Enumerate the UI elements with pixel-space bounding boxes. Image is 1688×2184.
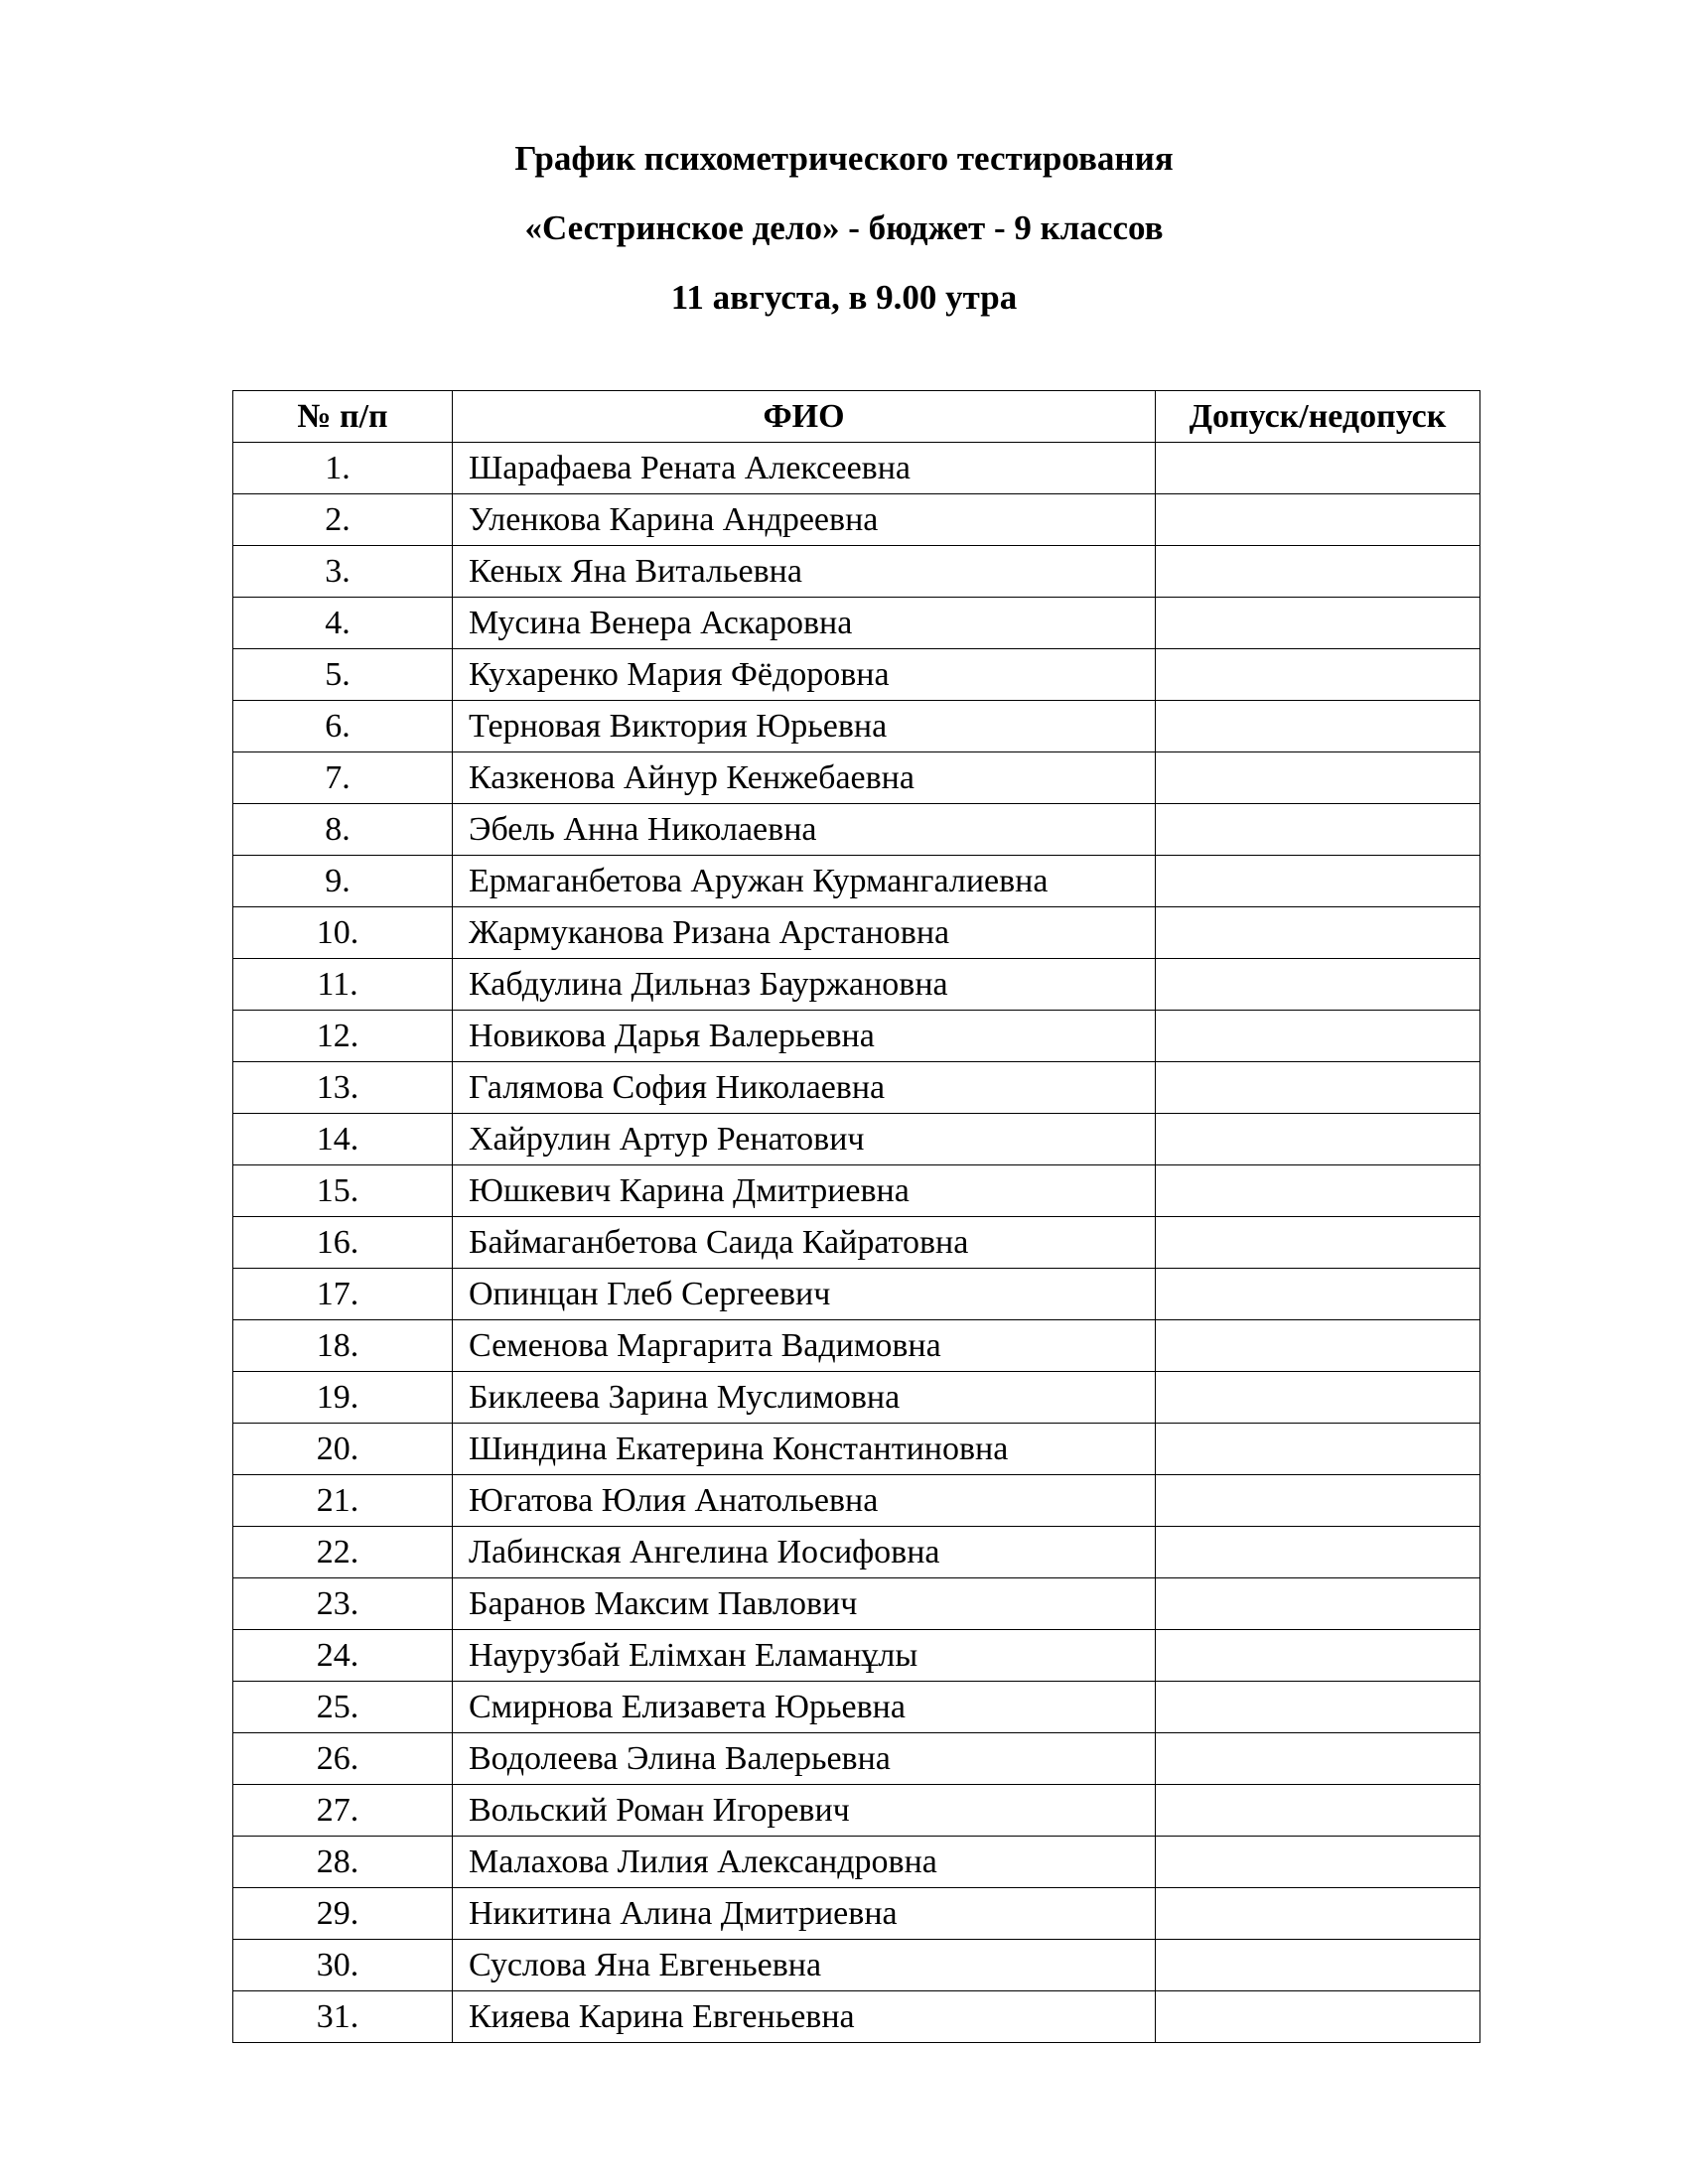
table-row (233, 1785, 1480, 1837)
full-name-cell: Кабдулина Дильназ Бауржановна (453, 959, 1156, 1011)
row-number-cell: 22. (233, 1527, 453, 1578)
admission-cell (1156, 1888, 1480, 1940)
full-name-cell: Малахова Лилия Александровна (453, 1837, 1156, 1888)
full-name-cell: Водолеева Элина Валерьевна (453, 1733, 1156, 1785)
row-number-cell: 24. (233, 1630, 453, 1682)
admission-cell (1156, 752, 1480, 804)
table-row (233, 1630, 1480, 1682)
participants-table (232, 390, 1480, 2043)
table-row (233, 1682, 1480, 1733)
table-row (233, 494, 1480, 546)
table-row (233, 1940, 1480, 1991)
full-name-cell: Новикова Дарья Валерьевна (453, 1011, 1156, 1062)
table-header-row (233, 391, 1480, 443)
admission-cell (1156, 1217, 1480, 1269)
full-name-cell: Ермаганбетова Аружан Курмангалиевна (453, 856, 1156, 907)
row-number-cell: 15. (233, 1165, 453, 1217)
table-row (233, 1475, 1480, 1527)
full-name-cell: Семенова Маргарита Вадимовна (453, 1320, 1156, 1372)
full-name-cell: Юшкевич Карина Дмитриевна (453, 1165, 1156, 1217)
admission-cell (1156, 1062, 1480, 1114)
admission-cell (1156, 1269, 1480, 1320)
document-title: График психометрического тестирования (514, 139, 1174, 178)
admission-cell (1156, 1630, 1480, 1682)
full-name-cell: Хайрулин Артур Ренатович (453, 1114, 1156, 1165)
full-name-cell: Шарафаева Рената Алексеевна (453, 443, 1156, 494)
full-name-cell: Смирнова Елизавета Юрьевна (453, 1682, 1156, 1733)
row-number-cell: 23. (233, 1578, 453, 1630)
row-number-cell: 16. (233, 1217, 453, 1269)
row-number-cell: 17. (233, 1269, 453, 1320)
admission-cell (1156, 1991, 1480, 2043)
full-name-cell: Терновая Виктория Юрьевна (453, 701, 1156, 752)
table-row (233, 1114, 1480, 1165)
row-number-cell: 6. (233, 701, 453, 752)
admission-cell (1156, 856, 1480, 907)
full-name-cell: Эбель Анна Николаевна (453, 804, 1156, 856)
table-row (233, 546, 1480, 598)
table-row (233, 1578, 1480, 1630)
admission-cell (1156, 598, 1480, 649)
column-header-full-name: ФИО (453, 391, 1156, 443)
row-number-cell: 29. (233, 1888, 453, 1940)
row-number-cell: 7. (233, 752, 453, 804)
admission-cell (1156, 804, 1480, 856)
row-number-cell: 4. (233, 598, 453, 649)
row-number-cell: 30. (233, 1940, 453, 1991)
row-number-cell: 5. (233, 649, 453, 701)
row-number-cell: 25. (233, 1682, 453, 1733)
full-name-cell: Кеных Яна Витальевна (453, 546, 1156, 598)
row-number-cell: 10. (233, 907, 453, 959)
full-name-cell: Мусина Венера Аскаровна (453, 598, 1156, 649)
full-name-cell: Опинцан Глеб Сергеевич (453, 1269, 1156, 1320)
table-row (233, 907, 1480, 959)
admission-cell (1156, 1733, 1480, 1785)
table-row (233, 1372, 1480, 1424)
admission-cell (1156, 1785, 1480, 1837)
table-row (233, 1165, 1480, 1217)
admission-cell (1156, 701, 1480, 752)
row-number-cell: 18. (233, 1320, 453, 1372)
row-number-cell: 8. (233, 804, 453, 856)
row-number-cell: 13. (233, 1062, 453, 1114)
full-name-cell: Биклеева Зарина Муслимовна (453, 1372, 1156, 1424)
table-row (233, 959, 1480, 1011)
document-date-time: 11 августа, в 9.00 утра (670, 278, 1018, 317)
admission-cell (1156, 1372, 1480, 1424)
full-name-cell: Галямова София Николаевна (453, 1062, 1156, 1114)
table-row (233, 1217, 1480, 1269)
admission-cell (1156, 1011, 1480, 1062)
row-number-cell: 9. (233, 856, 453, 907)
row-number-cell: 19. (233, 1372, 453, 1424)
table-row (233, 804, 1480, 856)
table-row (233, 1527, 1480, 1578)
full-name-cell: Казкенова Айнур Кенжебаевна (453, 752, 1156, 804)
admission-cell (1156, 1114, 1480, 1165)
row-number-cell: 11. (233, 959, 453, 1011)
row-number-cell: 1. (233, 443, 453, 494)
table-row (233, 1991, 1480, 2043)
admission-cell (1156, 1578, 1480, 1630)
admission-cell (1156, 1682, 1480, 1733)
full-name-cell: Никитина Алина Дмитриевна (453, 1888, 1156, 1940)
admission-cell (1156, 443, 1480, 494)
row-number-cell: 31. (233, 1991, 453, 2043)
full-name-cell: Кухаренко Мария Фёдоровна (453, 649, 1156, 701)
table-row (233, 1424, 1480, 1475)
table-row (233, 856, 1480, 907)
table-row (233, 701, 1480, 752)
table-row (233, 1320, 1480, 1372)
full-name-cell: Жармуканова Ризана Арстановна (453, 907, 1156, 959)
table-row (233, 752, 1480, 804)
admission-cell (1156, 546, 1480, 598)
admission-cell (1156, 1320, 1480, 1372)
column-header-admission: Допуск/недопуск (1156, 391, 1480, 443)
full-name-cell: Кияева Карина Евгеньевна (453, 1991, 1156, 2043)
row-number-cell: 2. (233, 494, 453, 546)
admission-cell (1156, 1475, 1480, 1527)
admission-cell (1156, 649, 1480, 701)
row-number-cell: 3. (233, 546, 453, 598)
table-row (233, 649, 1480, 701)
admission-cell (1156, 959, 1480, 1011)
full-name-cell: Баранов Максим Павлович (453, 1578, 1156, 1630)
admission-cell (1156, 1165, 1480, 1217)
column-header-number: № п/п (233, 391, 453, 443)
full-name-cell: Шиндина Екатерина Константиновна (453, 1424, 1156, 1475)
full-name-cell: Уленкова Карина Андреевна (453, 494, 1156, 546)
row-number-cell: 12. (233, 1011, 453, 1062)
row-number-cell: 27. (233, 1785, 453, 1837)
table-row (233, 1062, 1480, 1114)
table-row (233, 1011, 1480, 1062)
admission-cell (1156, 1837, 1480, 1888)
full-name-cell: Лабинская Ангелина Иосифовна (453, 1527, 1156, 1578)
table-row (233, 598, 1480, 649)
row-number-cell: 26. (233, 1733, 453, 1785)
admission-cell (1156, 494, 1480, 546)
table-row (233, 1888, 1480, 1940)
admission-cell (1156, 907, 1480, 959)
row-number-cell: 28. (233, 1837, 453, 1888)
full-name-cell: Наурузбай Елімхан Еламанұлы (453, 1630, 1156, 1682)
row-number-cell: 20. (233, 1424, 453, 1475)
table-body (233, 443, 1480, 2043)
full-name-cell: Вольский Роман Игоревич (453, 1785, 1156, 1837)
table-row (233, 1733, 1480, 1785)
full-name-cell: Суслова Яна Евгеньевна (453, 1940, 1156, 1991)
admission-cell (1156, 1527, 1480, 1578)
row-number-cell: 14. (233, 1114, 453, 1165)
full-name-cell: Баймаганбетова Саида Кайратовна (453, 1217, 1156, 1269)
admission-cell (1156, 1424, 1480, 1475)
table-row (233, 443, 1480, 494)
row-number-cell: 21. (233, 1475, 453, 1527)
full-name-cell: Югатова Юлия Анатольевна (453, 1475, 1156, 1527)
document-subtitle: «Сестринское дело» - бюджет - 9 классов (524, 208, 1164, 247)
table-row (233, 1269, 1480, 1320)
table-row (233, 1837, 1480, 1888)
admission-cell (1156, 1940, 1480, 1991)
